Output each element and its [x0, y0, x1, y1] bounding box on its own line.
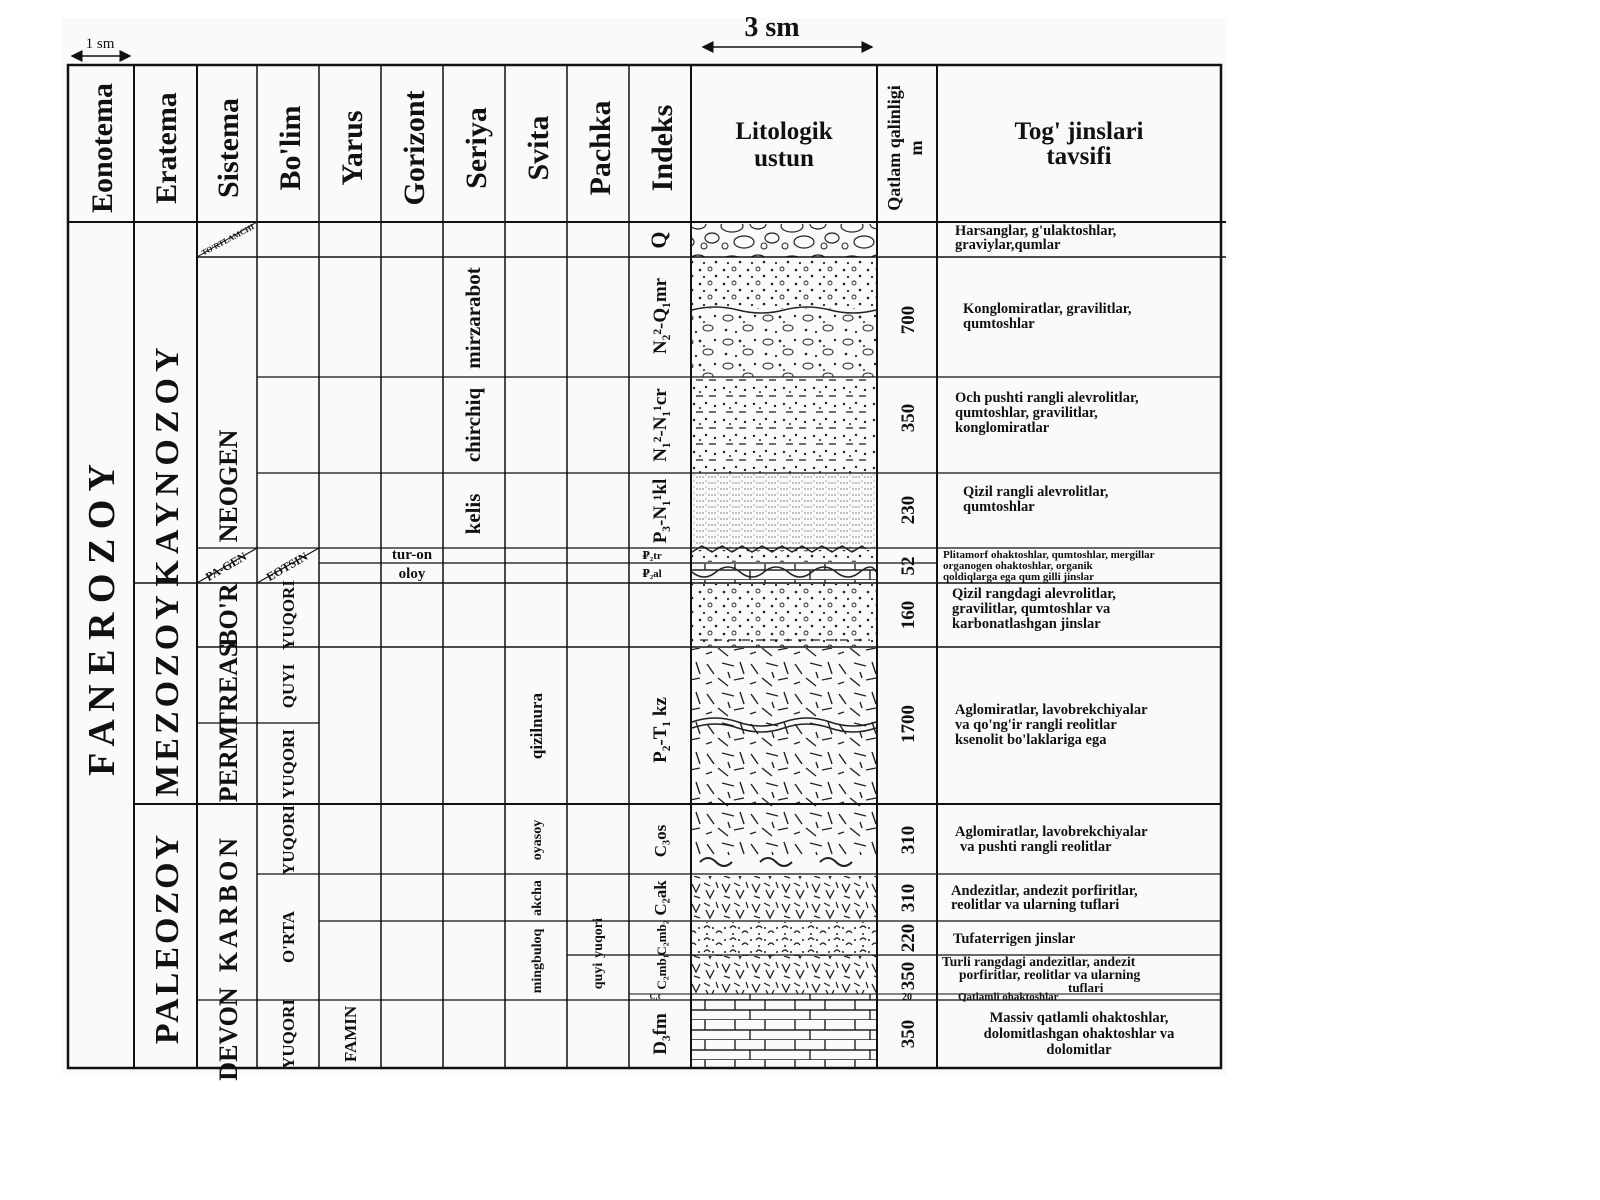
thickness-310-a: 310	[898, 825, 919, 855]
system-karbon: KARBON	[214, 833, 243, 973]
index-n1-cr: N₁²-N₁¹cr	[650, 388, 671, 462]
desc-kl-1: Qizil rangli alevrolitlar,	[963, 484, 1109, 500]
litho-sand-silt	[692, 377, 876, 473]
desc-pl-1: Plitamorf ohaktoshlar, qumtoshlar, mergillar	[943, 549, 1155, 561]
index-d3-fm: D₃fm	[650, 1013, 671, 1055]
litho-siltstone	[692, 473, 876, 548]
system-treas: TREAS	[214, 642, 243, 730]
desc-q-2: graviylar,qumlar	[955, 237, 1061, 253]
litho-platy-limestone	[692, 550, 876, 562]
stage-famin: FAMIN	[341, 1005, 360, 1063]
desc-q-1: Harsanglar, g'ulaktoshlar,	[955, 223, 1117, 239]
division-yuqori-karbon: YUQORI	[279, 805, 298, 875]
scale-3sm-label: 3 sm	[744, 12, 800, 43]
division-yuqori-bor: YUQORI	[279, 580, 298, 650]
division-orta-karbon: O'RTA	[279, 911, 298, 963]
system-perm: PERM	[214, 725, 243, 803]
series-mirzarabot: mirzarabot	[461, 267, 485, 369]
desc-bor-1: Qizil rangdagi alevrolitlar,	[952, 586, 1116, 602]
litho-pebbles	[692, 224, 876, 257]
desc-bor-2: gravilitlar, qumtoshlar va	[952, 601, 1111, 617]
thickness-230: 230	[898, 495, 919, 525]
desc-mr-2: qumtoshlar	[963, 316, 1035, 332]
index-q: Q	[646, 231, 671, 249]
desc-bor-3: karbonatlashgan jinslar	[952, 616, 1101, 632]
index-c1-t: C₁t	[649, 992, 661, 1001]
system-pagen: PA-GEN	[202, 549, 250, 584]
header-yarus: Yarus	[336, 110, 369, 186]
lithologic-column	[692, 224, 876, 1068]
thickness-20: 20	[902, 992, 912, 1003]
thickness-160: 160	[898, 600, 919, 630]
desc-mb2: Tufaterrigen jinslar	[953, 931, 1076, 947]
desc-fm-2: dolomitlashgan ohaktoshlar va	[983, 1026, 1175, 1042]
desc-ak-2: reolitlar va ularning tuflari	[951, 897, 1120, 913]
desc-cr-1: Och pushti rangli alevrolitlar,	[955, 390, 1139, 406]
thickness-310-b: 310	[898, 883, 919, 913]
pack-yuqori: yuqori	[591, 918, 606, 958]
division-quyi-treas: QUYI	[279, 663, 298, 709]
desc-mb1-3: tuflari	[1068, 980, 1104, 995]
header-ustun: ustun	[754, 145, 814, 172]
index-p2-t1-kz: P₂-T₁ kz	[650, 697, 671, 763]
header-seriya: Seriya	[460, 107, 493, 189]
litho-gravel	[692, 257, 876, 309]
thickness-350-a: 350	[898, 403, 919, 433]
litho-agglomerate-os	[692, 805, 876, 855]
suite-akcha: akcha	[530, 880, 545, 916]
index-c2-ak: C₂ak	[651, 880, 670, 916]
desc-ak-1: Andezitlar, andezit porfiritlar,	[951, 883, 1138, 899]
pack-quyi: quyi	[591, 962, 606, 990]
suite-oyasoy: oyasoy	[530, 819, 545, 861]
horizon-oloy: oloy	[398, 566, 426, 582]
desc-os-2: va pushti rangli reolitlar	[960, 839, 1112, 855]
index-c2-mb1: C₂mb₁	[654, 954, 669, 990]
index-p2-tr: ₽₂tr	[642, 550, 662, 562]
header-bolim: Bo'lim	[274, 105, 307, 191]
litho-red-silt-gravel	[692, 584, 876, 647]
system-neogen: NEOGEN	[214, 429, 243, 543]
index-c3-os: C₃os	[651, 824, 670, 858]
header-tavsif: Tog' jinslari	[1014, 118, 1144, 145]
litho-organogenic-limestone	[692, 564, 876, 583]
litho-tuffaterrigenous	[692, 922, 876, 956]
litho-andesite	[692, 876, 876, 922]
suite-qizilnura: qizilnura	[527, 692, 546, 760]
desc-fm-3: dolomitlar	[1046, 1042, 1112, 1058]
desc-pl-2: organogen ohaktoshlar, organik	[943, 560, 1093, 572]
thickness-220: 220	[898, 923, 919, 953]
header-gorizont: Gorizont	[398, 90, 431, 206]
index-n2q-mr: N₂²-Q₁mr	[650, 277, 671, 355]
thickness-1700: 1700	[898, 705, 919, 743]
desc-mb1-2: porfiritlar, reolitlar va ularning	[959, 967, 1141, 982]
litho-andesite-tuff	[692, 956, 876, 994]
series-kelis: kelis	[461, 493, 485, 535]
thickness-700: 700	[898, 305, 919, 335]
desc-cr-2: qumtoshlar, gravilitlar,	[955, 405, 1098, 421]
era-mezozoy: MEZOZOY	[149, 591, 186, 797]
thickness-350-b: 350	[898, 961, 919, 991]
litho-conglomerate	[692, 311, 876, 377]
system-tortlamchi: TO'RTLAMCHI	[199, 222, 256, 258]
thickness-350-c: 350	[898, 1019, 919, 1049]
desc-mb1-1: Turli rangdagi andezitlar, andezit	[942, 954, 1136, 969]
index-p2-al: ₽₂al	[642, 568, 662, 580]
header-eonotema: Eonotema	[86, 83, 119, 213]
desc-kz-2: va qo'ng'ir rangli reolitlar	[955, 717, 1117, 733]
header-pachka: Pachka	[584, 100, 617, 196]
scale-1sm-label: 1 sm	[85, 36, 115, 52]
header-sistema: Sistema	[212, 98, 245, 198]
desc-os-1: Aglomiratlar, lavobrekchiyalar	[955, 824, 1148, 840]
header-qalinlik: Qatlam qalinligi	[884, 85, 904, 211]
header-eratema: Eratema	[150, 92, 183, 204]
header-indeks: Indeks	[646, 104, 679, 192]
desc-mr-1: Konglomiratlar, gravilitlar,	[963, 301, 1132, 317]
desc-kz-1: Aglomiratlar, lavobrekchiyalar	[955, 702, 1148, 718]
desc-t: Qatlamli ohaktoshlar	[958, 991, 1059, 1003]
desc-kz-3: ksenolit bo'laklariga ega	[955, 732, 1107, 748]
thickness-52: 52	[898, 556, 919, 576]
system-bor: BO'R	[214, 583, 243, 647]
litho-massive-limestone	[692, 1002, 876, 1068]
header-qalinlik-unit: m	[906, 140, 926, 156]
horizon-turon: tur-on	[391, 547, 433, 563]
desc-kl-2: qumtoshlar	[963, 499, 1035, 515]
division-eotsin: EOTSIN	[263, 549, 311, 584]
header-litologik: Litologik	[735, 118, 833, 145]
header-tavsifi: tavsifi	[1046, 143, 1112, 170]
eon-fanerozoy: F A N E R O Z O Y	[81, 464, 123, 776]
header-svita: Svita	[522, 115, 555, 181]
litho-bedded-limestone	[692, 994, 876, 1002]
desc-cr-3: konglomiratlar	[955, 420, 1050, 436]
division-yuqori-perm: YUQORI	[279, 729, 298, 799]
desc-fm-1: Massiv qatlamli ohaktoshlar,	[989, 1010, 1169, 1026]
era-kaynozoy: KAYNOZOY	[149, 341, 186, 587]
index-c2-mb2: C₂mb₂	[654, 920, 669, 956]
desc-pl-3: qoldiqlarga ega qum gilli jinslar	[943, 571, 1094, 583]
division-yuqori-devon: YUQORI	[279, 999, 298, 1069]
system-devon: DEVON	[214, 987, 243, 1081]
era-paleozoy: PALEOZOY	[149, 831, 186, 1045]
series-chirchiq: chirchiq	[461, 387, 485, 463]
index-p3-kl: P₃-N₁¹kl	[650, 478, 671, 544]
suite-mingbuloq: mingbuloq	[530, 928, 545, 994]
